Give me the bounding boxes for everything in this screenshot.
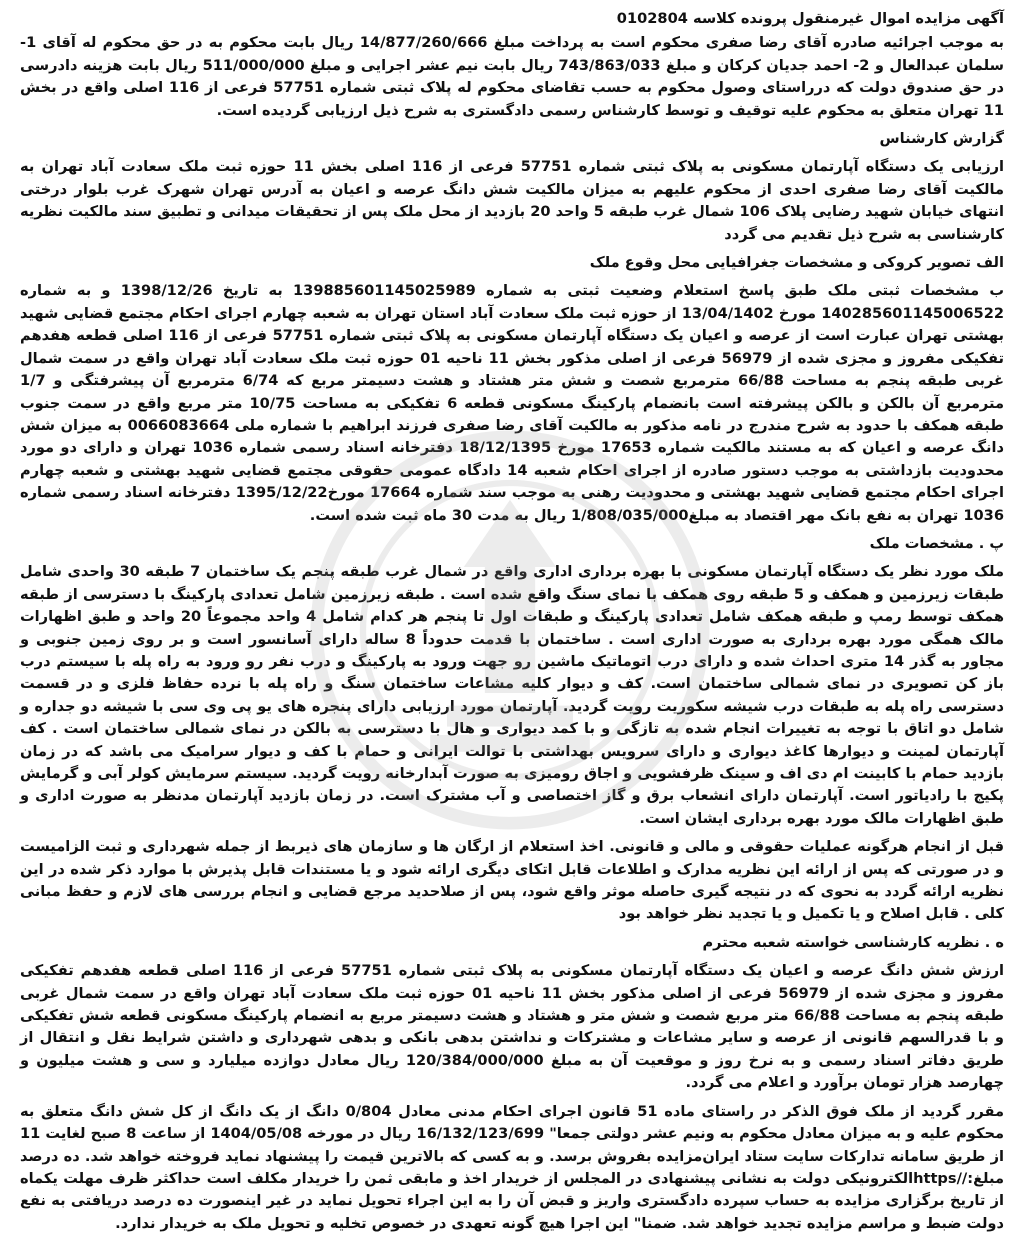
section-p-property-details: ملک مورد نظر یک دستگاه آپارتمان مسکونی با بهره برداری اداری واقع در شمال غرب طبقه پنجم یک ساختمان 7 طبقه 30 واحدی شامل طبقات زیرزمین و همکف و 5 طبقه روی همکف با نمای سنگ واقع شده است . طبقه زیرزمین شامل تعدادی پارکینگ با دسترسی از طبقه همکف توسط رمپ و طبقه همکف شامل تعدادی پارکینگ و طبقات اول تا پنجم هر کدام شامل 4 واحد مجموعاً 20 واحد و طبق اظهارات مالک همگی مورد بهره برداری به صورت اداری است . ساختمان با قدمت حدوداً 8 ساله دارای آسانسور است و بر روی زمین جنوبی و مجاور به گذر 14 متری احداث شده و دارای درب اتوماتیک ماشین رو جهت ورود به پارکینگ و درب نفر رو ورود به راه پله با سیستم درب باز کن تصویری در نمای شمالی ساختمان است. کف و دیوار کلیه مشاعات ساختمان سنگ و راه پله با نرده حفاظ فلزی و در قسمت دسترسی راه پله به طبقات درب شیشه سکوریت رویت گردید. آپارتمان مورد ارزیابی دارای پنجره های یو پی وی سی با شیشه دو جداره و شامل دو اتاق با توجه به تغییرات انجام شده به تازگی و با کمد دیواری و هال با دسترسی به بالکن در نمای شمالی ساختمان است . کف آپارتمان لمینت و دیوارها کاغذ دیواری و دارای سرویس بهداشتی با توالت ایرانی و حمام با کف و دیوار سرامیک می باشد که در زمان بازدید حمام با کابینت ام دی اف و سینک ظرفشویی و اجاق رومیزی به صورت آبدارخانه رویت گردید. سیستم سرمایش کولر آبی و گرمایش پکیج با رادیاتور است. آپارتمان دارای انشعاب برق و گاز اختصاصی و آب مشترک است. در زمان بازدید آپارتمان مدنظر به صورت اداری و طبق اظهارات مالک مورد بهره برداری ایشان است.	[20, 563, 1005, 827]
section-h-heading: ه . نظریه کارشناسی خواسته شعبه محترم	[702, 933, 1004, 951]
auction-terms: مقرر گردید از ملک فوق الذکر در راستای ماده 51 قانون اجرای احکام مدنی معادل 0/804 دانگ از یک دانگ از کل شش دانگ متعلق به محکوم علیه و به میزان معادل محکوم به ونیم عشر دولتی جمعا" 16/132/123/699 ریال در مورخه 1404/05/08 از ساعت 8 صبح لغایت 11 از طریق سامانه تدارکات سایت ستاد ایران‌مزایده بفروش برسد. و به کسی که بالاترین قیمت را پیشنهاد نماید فروخته خواهد شد. ده درصد مبلغ://httpsالکترونیکی دولت به نشانی پیشنهادی در المجلس از خریدار اخذ و مابقی ثمن را خریدار مکلف است حداکثر ظرف مهلت یکماه از تاریخ برگزاری مزایده به حساب سپرده دادگستری واریز و قبض آن را به این اجراء تحویل نماید در غیر اینصورت ده درصد دریافتی به نفع دولت ضبط و مراسم مزایده تجدید خواهد شد. ضمنا" این اجرا هیچ گونه تعهدی در خصوص تخلیه و تحویل ملک به خریدار ندارد.	[19, 1102, 1004, 1232]
legal-disclaimer: قبل از انجام هرگونه عملیات حقوقی و مالی و قانونی. اخذ استعلام از ارگان ها و سازمان های ذیربط از جمله شهرداری و ثبت الزامیست و در صورتی که پس از ارائه این نظریه مدارک و اطلاعات قابل اتکای دیگری ارائه شود و یا مستندات قابل پذیرش با موارد ذکر شده در این نظریه ارائه گردد به نحوی که در نتیجه گیری حاصله موثر واقع شود، پس از صلاحدید مرجع قضایی و انجام بررسی های لازم و حفظ مبانی کلی . قابل اصلاح و یا تکمیل و یا تجدید نظر خواهد بود	[20, 838, 1004, 923]
expert-report-text: ارزیابی یک دستگاه آپارتمان مسکونی به پلاک ثبتی شماره 57751 فرعی از 116 اصلی بخش 11 حوزه ثبت ملک سعادت آباد تهران به مالکیت آقای رضا صفری احدی از محکوم علیهم به میزان مالکیت شش دانگ عرصه و اعیان به آدرس تهران شهرک غرب بلوار درختی انتهای خیابان شهید رضایی پلاک 106 شمال غرب طبقه 5 واحد 20 بازدید از محل ملک پس از تحقیقات میدانی و تطبیق سند مالکیت نظریه کارشناسی به شرح ذیل تقدیم می گردد	[20, 158, 1005, 243]
expert-report-heading: گزارش کارشناس	[879, 130, 1004, 148]
notice-intro: به موجب اجرائیه صادره آقای رضا صفری محکوم است به پرداخت مبلغ 14/877/260/666 ریال بابت محکوم به در حق محکوم له آقای 1-سلمان عبدالعال و 2- احمد جدیان کرکان و مبلغ 743/863/033 ریال بابت نیم عشر اجرایی و مبلغ 511/000/000 ریال بابت هزینه دادرسی در حق صندوق دولت که درراستای وصول محکوم به حسب تقاضای محکوم له پلاک ثبتی شماره 57751 فرعی از 116 اصلی واقع در بخش 11 تهران متعلق به محکوم علیه توقیف و توسط کارشناس رسمی دادگستری به شرح ذیل ارزیابی گردیده است.	[20, 34, 1005, 119]
section-p-heading: پ . مشخصات ملک	[869, 534, 1004, 552]
section-h-valuation: ارزش شش دانگ عرصه و اعیان یک دستگاه آپارتمان مسکونی به پلاک ثبتی شماره 57751 فرعی از 116 اصلی قطعه هفدهم تفکیکی مفروز و مجزی شده از 56979 فرعی از اصلی مذکور بخش 11 ناحیه 01 حوزه ثبت ملک سعادت آباد تهران واقع در سمت شمال غربی طبقه پنجم به مساحت 66/88 متر مربع شصت و شش متر و هشتاد و هشت دسیمتر مربع به انضمام پارکینگ مسکونی قطعه شش تفکیکی و با قدرالسهم قانونی از عرصه و سایر مشاعات و مشترکات و نداشتن بدهی بانکی و بدهی شهرداری و داشتن شرایط نقل و انتقال از طریق دفاتر اسناد رسمی و به نرخ روز و موقعیت آن به مبلغ 120/384/000/000 ریال معادل دوازده میلیارد و سی و هشت میلیون و چهارصد هزار تومان برآورد و اعلام می گردد.	[20, 962, 1005, 1092]
section-a-heading: الف تصویر کروکی و مشخصات جغرافیایی محل وقوع ملک	[589, 254, 1004, 272]
notice-title: آگهی مزایده اموال غیرمنقول پرونده کلاسه 0102804	[616, 10, 1004, 27]
section-b-registration-details: ب مشخصات ثبتی ملک طبق پاسخ استعلام وضعیت ثبتی به شماره 139885601145025989 به تاریخ 1398/12/26 و به شماره 140285601145006522 مورخ 13/04/1402 از حوزه ثبت ملک سعادت آباد استان تهران به شعبه چهارم اجرای احکام مجتمع قضایی شهید بهشتی تهران عبارت است از عرصه و اعیان یک دستگاه آپارتمان مسکونی به پلاک ثبتی شماره 57751 فرعی از 116 اصلی قطعه هفدهم تفکیکی مفروز و مجزی شده از 56979 فرعی از اصلی مذکور بخش 11 ناحیه 01 حوزه ثبت ملک سعادت آباد تهران واقع در سمت شمال غربی طبقه پنجم به مساحت 66/88 مترمربع شصت و شش متر هشتاد و هشت دسیمتر مربع که 6/74 مترمربع آن پیشرفتگی و 1/7 مترمربع آن بالکن و بالکن پیشرفته است بانضمام پارکینگ مسکونی قطعه 6 تفکیکی به مساحت 10/75 متر مربع واقع در سمت جنوب طبقه همکف با حدود به شرح مندرج در نامه مذکور به مالکیت آقای رضا صفری فرزند ابراهیم با شماره ملی 0066083664 به میزان شش دانگ عرصه و اعیان که به مستند مالکیت شماره 17653 مورخ 18/12/1395 دفترخانه اسناد رسمی شماره 1036 تهران و دارای دو مورد محدودیت بازداشتی به موجب دستور صادره از اجرای احکام شعبه 14 دادگاه عمومی حقوقی مجتمع قضایی شهید بهشتی و شعبه چهارم اجرای احکام مجتمع قضایی شهید بهشتی و محدودیت رهنی به موجب سند شماره 17664 مورخ1395/12/22 دفترخانه اسناد رسمی شماره 1036 تهران به نفع بانک مهر اقتصاد به مبلغ1/808/035/000 ریال به مدت 30 ماه ثبت شده است.	[20, 282, 1005, 524]
